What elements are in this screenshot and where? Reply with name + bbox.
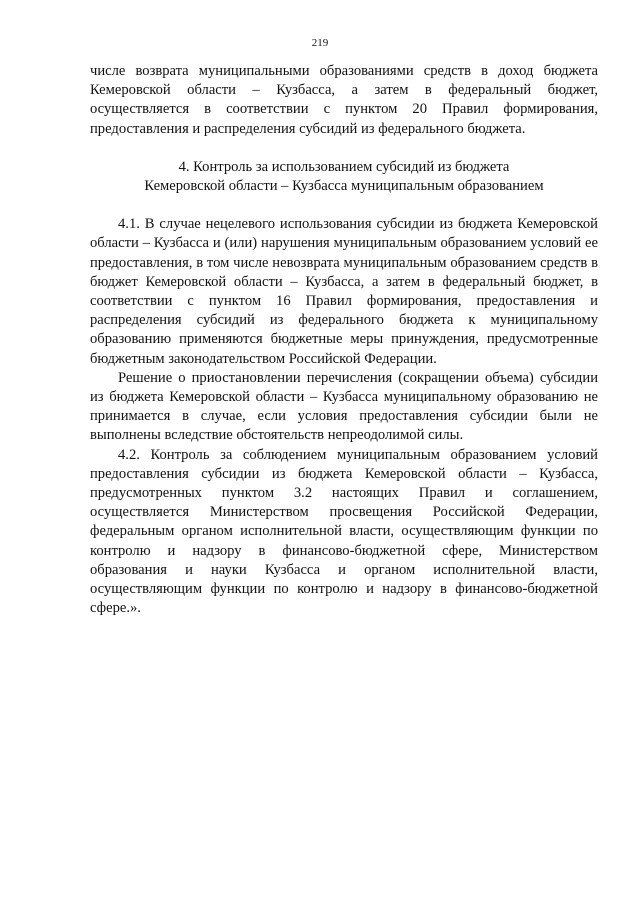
document-body [90, 62, 598, 618]
section-heading-line-2: Кемеровской области – Кузбасса муниципальным образованием [144, 178, 544, 195]
paragraph-decision: Решение о приостановлении перечисления (сокращении объема) субсидии из бюджета Кемеровской области – Кузбасса муниципальному образованию не принимается в случае, если условия предоставления субсидии были не выполнены вследствие обстоятельств непреодолимой силы. [90, 369, 598, 444]
paragraph-4-1: 4.1. В случае нецелевого использования субсидии из бюджета Кемеровской области – Кузбасса и (или) нарушения муниципальным образованием условий ее предоставления, в том числе невозврата муниципальным образованием средств в бюджет Кемеровской области – Кузбасса, а затем в федеральный бюджет, в соответствии с пунктом 16 Правил формирования, предоставления и распределения субсидий из федерального бюджета к муниципальному образованию применяются бюджетные меры принуждения, предусмотренные бюджетным законодательством Российской Федерации. [90, 216, 598, 367]
intro-paragraph: числе возврата муниципальными образованиями средств в доход бюджета Кемеровской области – Кузбасса, а затем в федеральный бюджет, осуществляется в соответствии с пунктом 20 Правил формирования, предоставления и распределения субсидий из федерального бюджета. [90, 63, 598, 137]
paragraph-4-2: 4.2. Контроль за соблюдением муниципальным образованием условий предоставления субсидии из бюджета Кемеровской области – Кузбасса, предусмотренных пунктом 3.2 настоящих Правил и соглашением, осуществляется Министерством просвещения Российской Федерации, федеральным органом исполнительной власти, осуществляющим функции по контролю и надзору в финансово-бюджетной сфере, Министерством образования и науки Кузбасса и органом исполнительной власти, осуществляющим функции по контролю и надзору в финансово-бюджетной сфере.». [90, 446, 598, 617]
section-heading-line-1: 4. Контроль за использованием субсидий из бюджета [178, 158, 510, 175]
section-heading [90, 158, 598, 196]
page-number: 219 [311, 37, 329, 49]
